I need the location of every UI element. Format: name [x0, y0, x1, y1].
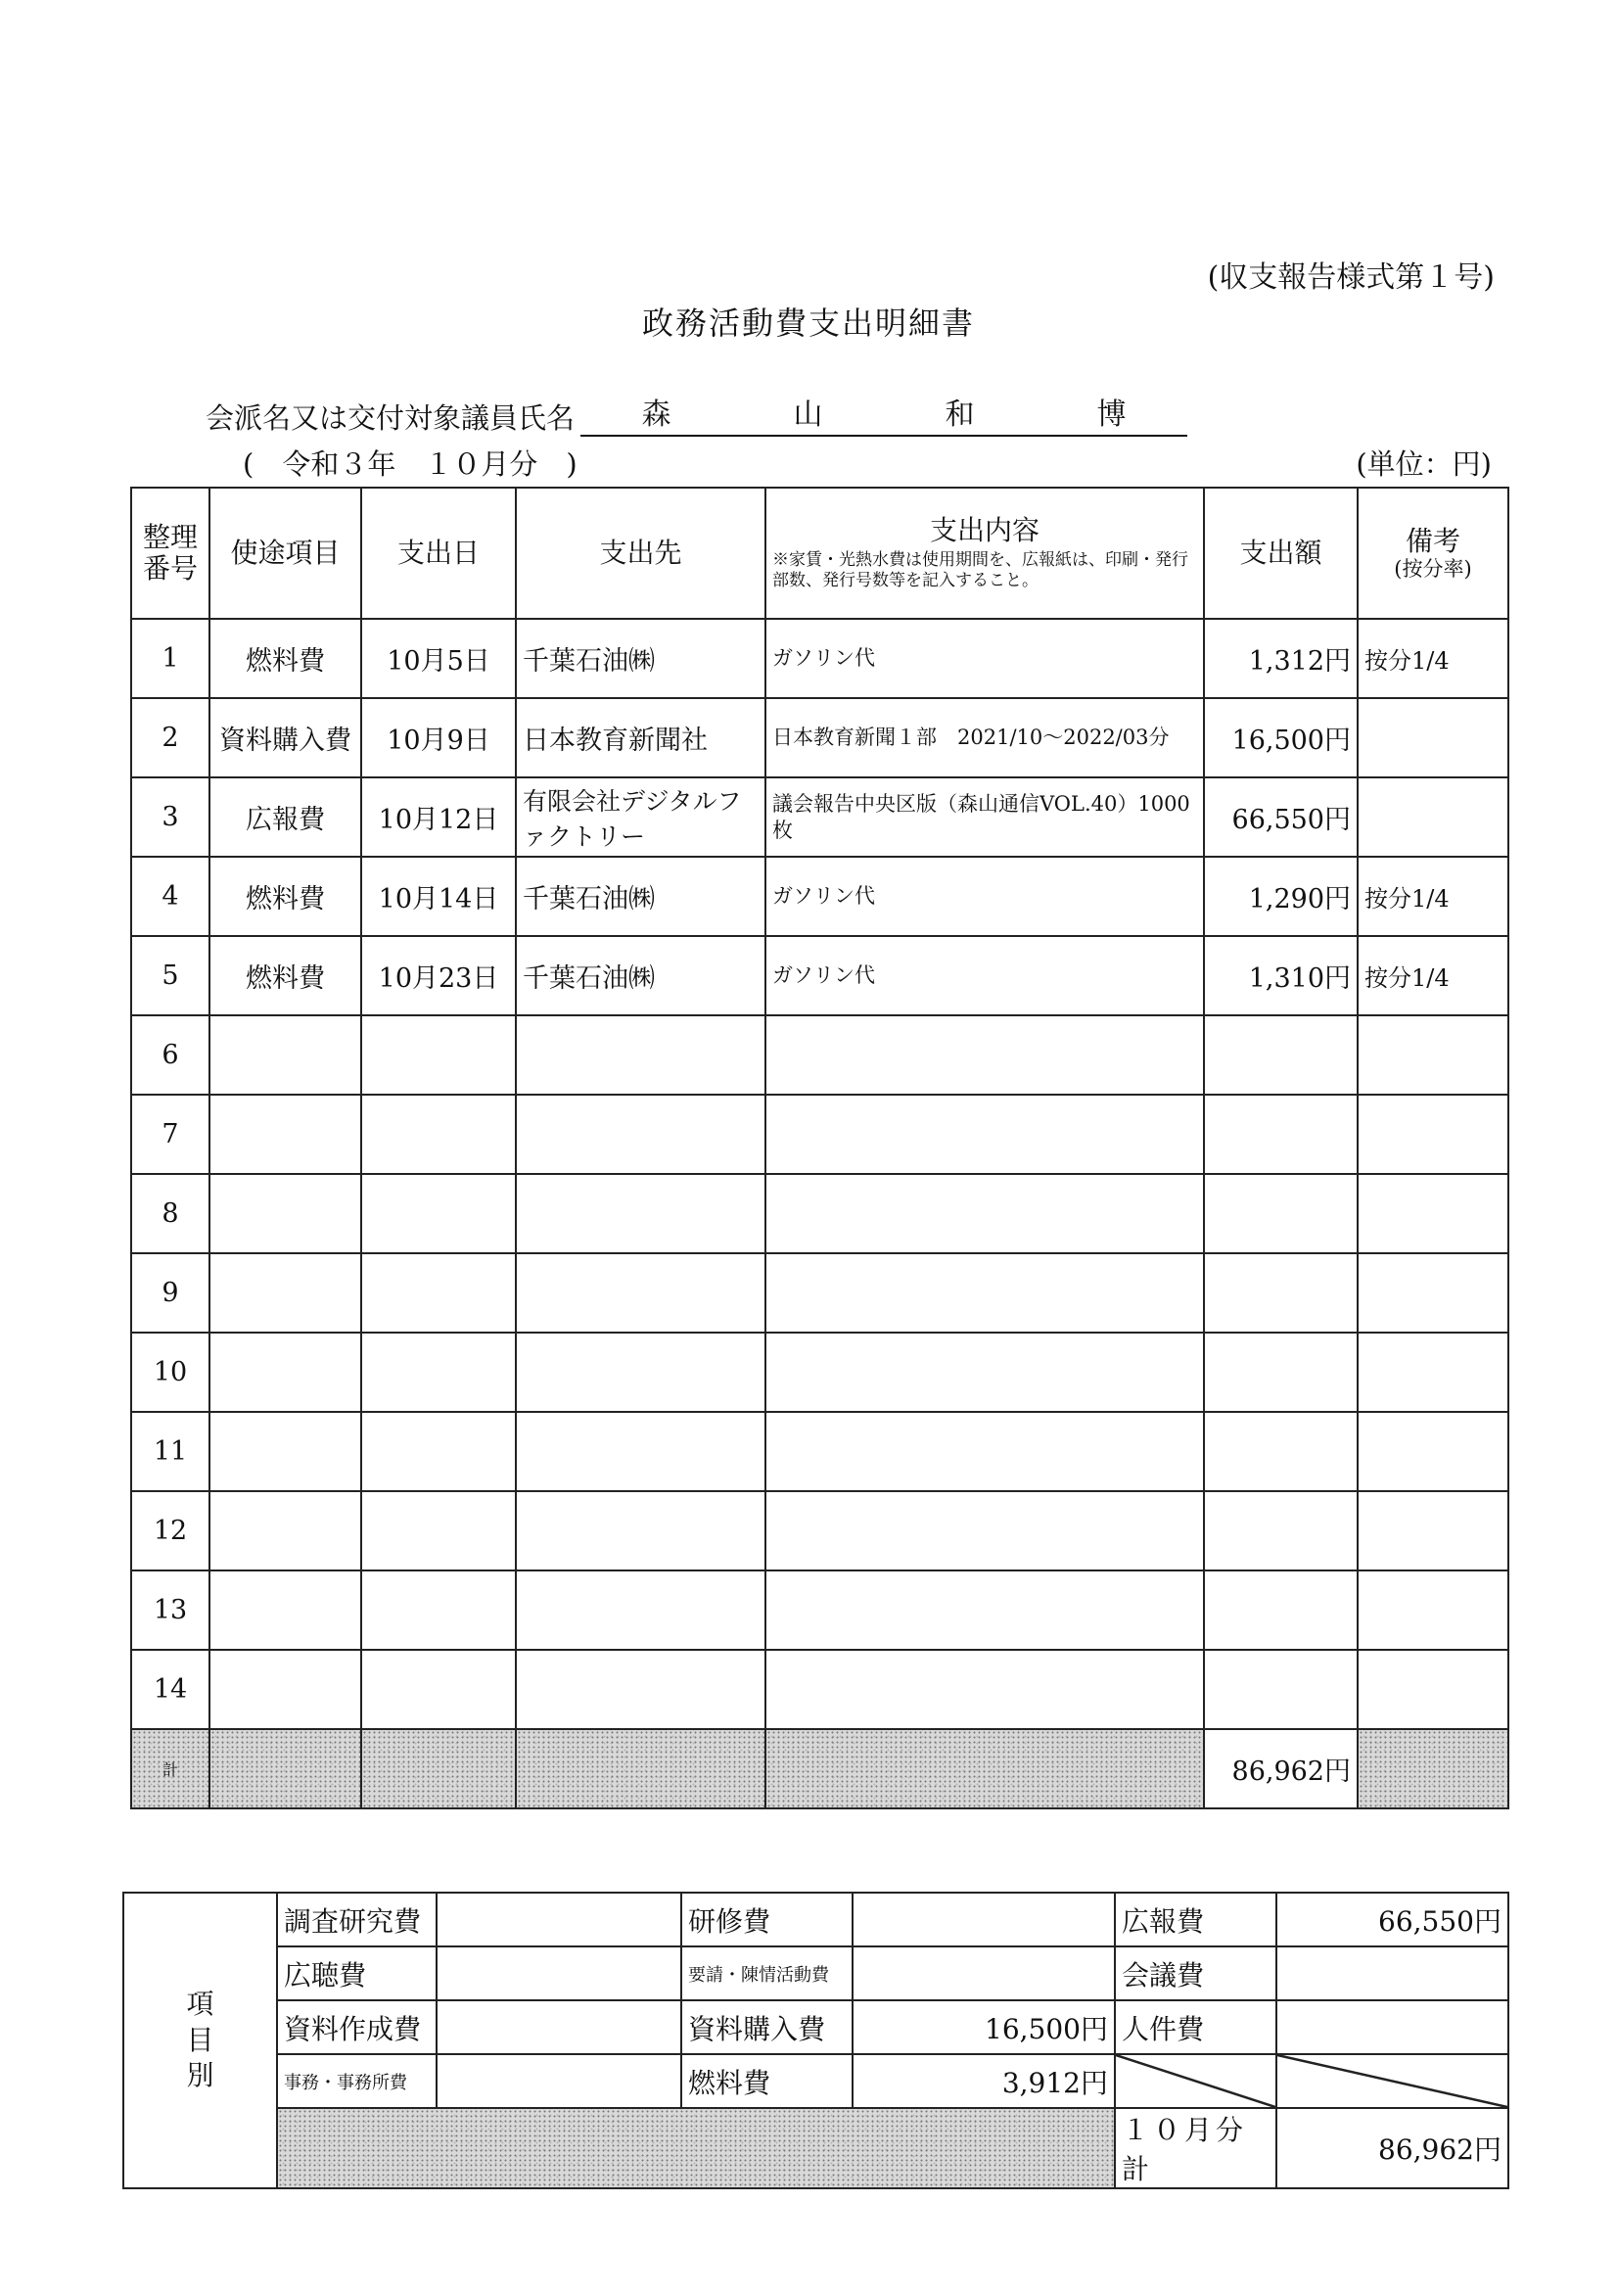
- row-remarks: [1358, 777, 1508, 857]
- row-content: [765, 1650, 1204, 1729]
- category-label: 項目別: [123, 1893, 277, 2188]
- row-remarks: 按分1/4: [1358, 857, 1508, 936]
- header-content: [765, 488, 1204, 619]
- row-date: 10月12日: [361, 777, 516, 857]
- row-purpose: [209, 1412, 361, 1491]
- row-purpose: [209, 1253, 361, 1333]
- row-payee: 千葉石油㈱: [516, 936, 765, 1015]
- shiryou-kounyu-label: 資料購入費: [681, 2000, 853, 2054]
- row-no: 14: [131, 1650, 209, 1729]
- table-header-row: [131, 488, 1508, 619]
- table-row: [131, 619, 1508, 698]
- row-content: [765, 1333, 1204, 1412]
- row-content: [765, 1491, 1204, 1570]
- header-remarks: [1358, 488, 1508, 619]
- row-amount: [1204, 1570, 1358, 1650]
- row-payee: 日本教育新聞社: [516, 698, 765, 777]
- row-content: [765, 1095, 1204, 1174]
- row-content: 日本教育新聞１部 2021/10～2022/03分: [765, 698, 1204, 777]
- header-no: 整理番号: [131, 488, 209, 619]
- header-content-title: 支出内容: [929, 513, 1040, 546]
- row-amount: [1204, 1333, 1358, 1412]
- member-name-char: 山: [793, 398, 823, 432]
- row-amount: [1204, 1650, 1358, 1729]
- kaigi-label: 会議費: [1115, 1946, 1276, 2000]
- category-summary-table: [122, 1892, 1509, 2189]
- row-purpose: 広報費: [209, 777, 361, 857]
- row-content: [765, 1570, 1204, 1650]
- table-row: [131, 1412, 1508, 1491]
- kenshu-value: [853, 1893, 1115, 1946]
- unit-label: (単位：円): [1356, 447, 1492, 481]
- table-row: [131, 698, 1508, 777]
- shiryou-sakusei-value: [437, 2000, 681, 2054]
- row-no: 12: [131, 1491, 209, 1570]
- row-purpose: 資料購入費: [209, 698, 361, 777]
- yousei-label: 要請・陳情活動費: [681, 1946, 853, 2000]
- row-amount: [1204, 1253, 1358, 1333]
- row-date: [361, 1174, 516, 1253]
- row-date: [361, 1015, 516, 1095]
- row-date: [361, 1570, 516, 1650]
- jimusho-label: 事務・事務所費: [277, 2054, 437, 2108]
- kenshu-label: 研修費: [681, 1893, 853, 1946]
- header-date: 支出日: [361, 488, 516, 619]
- total-label: 計: [131, 1729, 209, 1808]
- kaigi-value: [1276, 1946, 1508, 2000]
- row-remarks: [1358, 1333, 1508, 1412]
- row-remarks: [1358, 1570, 1508, 1650]
- period: ( 令和３年 １０月分 ): [243, 447, 578, 481]
- month-total-label: １０月分計: [1115, 2108, 1276, 2188]
- row-amount: 66,550円: [1204, 777, 1358, 857]
- row-content: 議会報告中央区版（森山通信VOL.40）1000枚: [765, 777, 1204, 857]
- row-content: [765, 1412, 1204, 1491]
- nenryou-value: 3,912円: [853, 2054, 1115, 2108]
- member-name-char: 和: [945, 398, 975, 432]
- table-row: [131, 1333, 1508, 1412]
- row-payee: [516, 1570, 765, 1650]
- row-purpose: [209, 1491, 361, 1570]
- summary-shaded-area: [277, 2108, 1115, 2188]
- member-row: [206, 390, 1187, 437]
- chousa-value: [437, 1893, 681, 1946]
- row-date: [361, 1650, 516, 1729]
- row-remarks: [1358, 1491, 1508, 1570]
- row-date: [361, 1095, 516, 1174]
- header-remarks-sub: (按分率): [1394, 557, 1472, 582]
- header-purpose: 使途項目: [209, 488, 361, 619]
- row-date: 10月5日: [361, 619, 516, 698]
- total-row: [131, 1729, 1508, 1808]
- row-date: 10月14日: [361, 857, 516, 936]
- row-purpose: [209, 1650, 361, 1729]
- total-blank: [1358, 1729, 1508, 1808]
- row-payee: [516, 1253, 765, 1333]
- row-remarks: [1358, 1015, 1508, 1095]
- total-blank: [765, 1729, 1204, 1808]
- table-row: [131, 1095, 1508, 1174]
- row-remarks: [1358, 1253, 1508, 1333]
- jimusho-value: [437, 2054, 681, 2108]
- header-content-note: ※家賃・光熱水費は使用期間を、広報紙は、印刷・発行部数、発行号数等を記入すること。: [772, 549, 1188, 591]
- month-total-value: 86,962円: [1276, 2108, 1508, 2188]
- diagonal-blank-cell: [1115, 2054, 1276, 2108]
- row-remarks: [1358, 1412, 1508, 1491]
- row-date: 10月9日: [361, 698, 516, 777]
- row-date: [361, 1491, 516, 1570]
- row-no: 4: [131, 857, 209, 936]
- row-content: ガソリン代: [765, 857, 1204, 936]
- row-no: 3: [131, 777, 209, 857]
- row-no: 9: [131, 1253, 209, 1333]
- row-remarks: 按分1/4: [1358, 619, 1508, 698]
- kouchou-label: 広聴費: [277, 1946, 437, 2000]
- row-remarks: [1358, 1095, 1508, 1174]
- chousa-label: 調査研究費: [277, 1893, 437, 1946]
- row-no: 8: [131, 1174, 209, 1253]
- row-remarks: [1358, 698, 1508, 777]
- row-amount: 1,310円: [1204, 936, 1358, 1015]
- diagonal-blank-cell: [1276, 2054, 1508, 2108]
- row-content: [765, 1015, 1204, 1095]
- kouhou-value: 66,550円: [1276, 1893, 1508, 1946]
- row-payee: [516, 1015, 765, 1095]
- table-row: [131, 1491, 1508, 1570]
- shiryou-sakusei-label: 資料作成費: [277, 2000, 437, 2054]
- total-amount: 86,962円: [1204, 1729, 1358, 1808]
- row-amount: [1204, 1491, 1358, 1570]
- row-payee: [516, 1412, 765, 1491]
- row-payee: 千葉石油㈱: [516, 619, 765, 698]
- row-no: 11: [131, 1412, 209, 1491]
- row-content: [765, 1174, 1204, 1253]
- row-purpose: [209, 1174, 361, 1253]
- row-amount: 16,500円: [1204, 698, 1358, 777]
- table-row: [131, 777, 1508, 857]
- row-date: 10月23日: [361, 936, 516, 1015]
- jinken-value: [1276, 2000, 1508, 2054]
- member-name-char: 森: [641, 398, 671, 432]
- yousei-value: [853, 1946, 1115, 2000]
- row-payee: [516, 1333, 765, 1412]
- row-amount: 1,290円: [1204, 857, 1358, 936]
- row-date: [361, 1253, 516, 1333]
- total-blank: [209, 1729, 361, 1808]
- row-purpose: [209, 1333, 361, 1412]
- table-row: [131, 1570, 1508, 1650]
- row-no: 7: [131, 1095, 209, 1174]
- row-purpose: [209, 1570, 361, 1650]
- form-number: (収支報告様式第１号): [1207, 260, 1495, 295]
- nenryou-label: 燃料費: [681, 2054, 853, 2108]
- row-payee: [516, 1174, 765, 1253]
- total-blank: [361, 1729, 516, 1808]
- table-row: [131, 1650, 1508, 1729]
- row-purpose: 燃料費: [209, 857, 361, 936]
- member-label: 会派名又は交付対象議員氏名: [206, 401, 576, 435]
- shiryou-kounyu-value: 16,500円: [853, 2000, 1115, 2054]
- row-remarks: [1358, 1174, 1508, 1253]
- row-no: 6: [131, 1015, 209, 1095]
- row-no: 5: [131, 936, 209, 1015]
- row-payee: [516, 1650, 765, 1729]
- header-remarks-title: 備考: [1405, 524, 1460, 557]
- jinken-label: 人件費: [1115, 2000, 1276, 2054]
- row-payee: [516, 1095, 765, 1174]
- row-no: 10: [131, 1333, 209, 1412]
- row-no: 13: [131, 1570, 209, 1650]
- header-amount: 支出額: [1204, 488, 1358, 619]
- kouhou-label: 広報費: [1115, 1893, 1276, 1946]
- row-purpose: [209, 1095, 361, 1174]
- table-row: [131, 936, 1508, 1015]
- table-row: [131, 1174, 1508, 1253]
- row-purpose: [209, 1015, 361, 1095]
- table-row: [131, 1015, 1508, 1095]
- row-remarks: [1358, 1650, 1508, 1729]
- table-row: [131, 1253, 1508, 1333]
- table-row: [131, 857, 1508, 936]
- row-date: [361, 1412, 516, 1491]
- row-remarks: 按分1/4: [1358, 936, 1508, 1015]
- row-amount: [1204, 1095, 1358, 1174]
- row-content: [765, 1253, 1204, 1333]
- row-purpose: 燃料費: [209, 619, 361, 698]
- row-payee: [516, 1491, 765, 1570]
- row-content: ガソリン代: [765, 936, 1204, 1015]
- row-amount: [1204, 1412, 1358, 1491]
- header-payee: 支出先: [516, 488, 765, 619]
- row-no: 2: [131, 698, 209, 777]
- row-content: ガソリン代: [765, 619, 1204, 698]
- row-amount: [1204, 1015, 1358, 1095]
- kouchou-value: [437, 1946, 681, 2000]
- member-name-char: 博: [1096, 398, 1127, 432]
- member-name: [580, 390, 1187, 437]
- row-no: 1: [131, 619, 209, 698]
- row-amount: [1204, 1174, 1358, 1253]
- row-purpose: 燃料費: [209, 936, 361, 1015]
- row-amount: 1,312円: [1204, 619, 1358, 698]
- total-blank: [516, 1729, 765, 1808]
- document-title: 政務活動費支出明細書: [641, 305, 975, 342]
- row-payee: 有限会社デジタルファクトリー: [516, 777, 765, 857]
- row-payee: 千葉石油㈱: [516, 857, 765, 936]
- row-date: [361, 1333, 516, 1412]
- expense-table: [130, 487, 1509, 1809]
